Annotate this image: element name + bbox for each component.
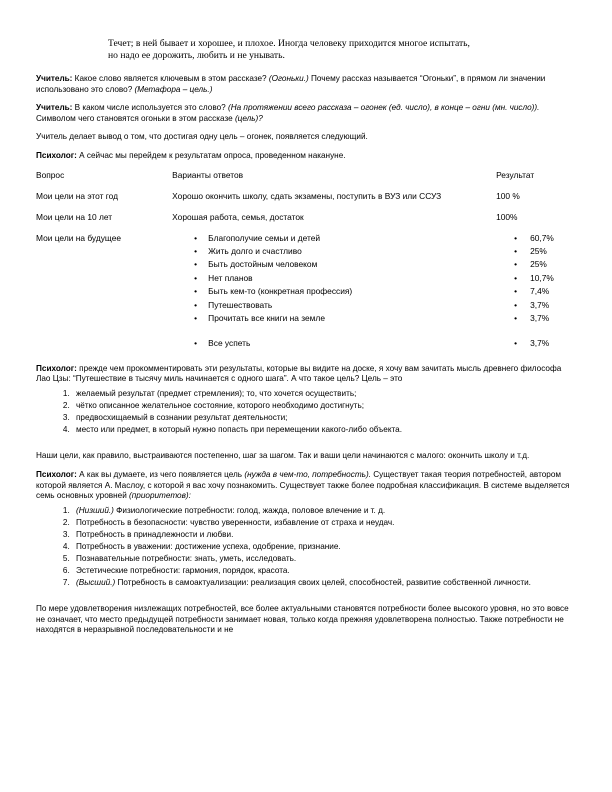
speaker-label: Учитель: bbox=[36, 103, 73, 113]
question-cell: Мои цели на будущее bbox=[36, 232, 122, 243]
answer-cell: Хорошая работа, семья, достаток bbox=[172, 211, 304, 222]
goal-definitions-list bbox=[36, 389, 576, 436]
text: А как вы думаете, из чего появляется цель bbox=[76, 470, 245, 480]
result-list-cell bbox=[496, 233, 576, 362]
list-item: • Путешествовать bbox=[208, 300, 496, 313]
header-question: Вопрос bbox=[36, 169, 65, 180]
paragraph-teacher-1 bbox=[36, 74, 576, 95]
list-item: • 25% bbox=[530, 246, 576, 259]
list-item: 2. чётко описанное желательное состояние, которого необходимо достигнуть; bbox=[72, 401, 576, 412]
answer-list bbox=[172, 233, 496, 352]
list-item: • Все успеть bbox=[208, 338, 496, 351]
speaker-label: Психолог: bbox=[36, 363, 77, 373]
document-page bbox=[36, 38, 576, 644]
text: Потребность в самоактуализации: реализация своих целей, способностей, развитие собственной личности. bbox=[115, 577, 531, 587]
question-cell: Мои цели на этот год bbox=[36, 190, 119, 201]
intro-line-1: Течет; в ней бывает и хорошее, и плохое. Иногда человеку приходится многое испытать, bbox=[108, 38, 470, 49]
result-cell: 100 % bbox=[496, 190, 520, 201]
paragraph-psychologist-2 bbox=[36, 364, 576, 385]
text: Потребность в принадлежности и любви. bbox=[76, 529, 234, 539]
list-item: • Прочитать все книги на земле bbox=[208, 313, 496, 326]
paragraph-final: По мере удовлетворения низлежащих потребностей, все более актуальными становятся потребности более высокого уровня, но это вовсе не означает, что место предыдущей потребности занимает новая, только когда прежняя удовлетворена полностью. Также потребности не находятся в неразрывной последовательности и не bbox=[36, 604, 569, 635]
list-item: • Благополучие семьи и детей bbox=[208, 233, 496, 246]
list-item bbox=[72, 518, 576, 529]
list-item bbox=[72, 506, 576, 517]
header-result: Результат bbox=[496, 169, 535, 180]
text: Потребность в безопасности: чувство уверенности, избавление от страха и неудач. bbox=[76, 517, 395, 527]
text: Какое слово является ключевым в этом рассказе? bbox=[72, 74, 269, 83]
list-item bbox=[72, 530, 576, 541]
text: Эстетические потребности: гармония, порядок, красота. bbox=[76, 565, 290, 575]
paragraph-psychologist-1 bbox=[36, 151, 576, 162]
text: Познавательные потребности: знать, уметь, исследовать. bbox=[76, 553, 297, 563]
speaker-label: Учитель: bbox=[36, 74, 73, 83]
result-cell: 100% bbox=[496, 211, 518, 222]
answer-cell: Хорошо окончить школу, сдать экзамены, поступить в ВУЗ или ССУЗ bbox=[172, 190, 442, 201]
list-item: • 7,4% bbox=[530, 286, 576, 299]
maslow-needs-list bbox=[36, 506, 576, 589]
list-item: • Нет планов bbox=[208, 273, 496, 286]
table-row bbox=[36, 233, 576, 362]
text: прежде чем прокомментировать эти результаты, которые вы видите на доске, я хочу вам зачитать мысль древнего философа Лао Цзы: “Путешествие в тысячу миль начинается с одного шага”. А что такое цель? Цель – это bbox=[36, 363, 562, 384]
list-item: • 25% bbox=[530, 259, 576, 272]
list-item: 4. место или предмет, в который нужно попасть при перемещении какого-либо объекта. bbox=[72, 425, 576, 436]
table-row bbox=[36, 191, 576, 212]
intro-text bbox=[108, 38, 568, 62]
italic-text: (Огоньки.) bbox=[268, 74, 309, 83]
list-item: • Быть достойным человеком bbox=[208, 259, 496, 272]
text: Существует такая теория потребностей, автором которой является А. Маслоу, с которой я вас хочу познакомить. Существует также более подробная классификация. В системе выделяется семь основных уровней bbox=[36, 470, 570, 501]
table-row bbox=[36, 212, 576, 233]
italic-text: (На протяжении всего рассказа – огонек (ед. число), в конце – огни (мн. число)). bbox=[227, 103, 540, 113]
list-item bbox=[72, 554, 576, 565]
list-item: • Быть кем-то (конкретная профессия) bbox=[208, 286, 496, 299]
list-item: • 3,7% bbox=[530, 313, 576, 326]
list-item: • 10,7% bbox=[530, 273, 576, 286]
text: Почему рассказ называется “Огоньки”, в прямом ли значении использовано это слово? bbox=[36, 74, 546, 94]
speaker-label: Психолог: bbox=[36, 470, 77, 480]
text: А сейчас мы перейдем к результатам опроса, проведенном накануне. bbox=[76, 150, 346, 160]
intro-line-2: но надо ее дорожить, любить и не унывать. bbox=[108, 50, 285, 61]
list-item bbox=[72, 542, 576, 553]
italic-text: (приоритетов): bbox=[129, 491, 191, 501]
list-item: • Жить долго и счастливо bbox=[208, 246, 496, 259]
list-item: • 60,7% bbox=[530, 233, 576, 246]
italic-text: (Низший.) bbox=[76, 505, 114, 515]
paragraph-conclusion: Учитель делает вывод о том, что достигая одну цель – огонек, появляется следующий. bbox=[36, 132, 368, 142]
text: В каком числе используется это слово? bbox=[72, 103, 228, 113]
text: Физиологические потребности: голод, жажда, половое влечение и т. д. bbox=[113, 505, 386, 515]
question-cell: Мои цели на 10 лет bbox=[36, 211, 113, 222]
list-item: • 3,7% bbox=[530, 338, 576, 351]
text: Потребность в уважении: достижение успеха, одобрение, признание. bbox=[76, 541, 341, 551]
speaker-label: Психолог: bbox=[36, 150, 77, 160]
italic-text: (Метафора – цель.) bbox=[134, 84, 213, 94]
list-item: 1. желаемый результат (предмет стремления); то, что хочется осуществить; bbox=[72, 389, 576, 400]
paragraph-psychologist-3 bbox=[36, 470, 576, 502]
table-header-row bbox=[36, 170, 576, 191]
answer-list-cell bbox=[172, 233, 496, 362]
list-item: 3. предвосхищаемый в сознании результат деятельности; bbox=[72, 413, 576, 424]
survey-results-table bbox=[36, 170, 576, 362]
list-item bbox=[72, 566, 576, 577]
result-list bbox=[496, 233, 576, 352]
italic-text: (Высший.) bbox=[76, 577, 116, 587]
list-item: • 3,7% bbox=[530, 300, 576, 313]
header-answers: Варианты ответов bbox=[172, 169, 244, 180]
paragraph-teacher-2 bbox=[36, 103, 576, 124]
text: Символом чего становятся огоньки в этом рассказе bbox=[36, 113, 235, 123]
italic-text: (нужда в чем-то, потребность). bbox=[244, 470, 371, 480]
paragraph-goals: Наши цели, как правило, выстраиваются постепенно, шаг за шагом. Так и ваши цели начинаются с малого: окончить школу и т.д. bbox=[36, 451, 530, 461]
italic-text: (цель)? bbox=[234, 113, 263, 123]
list-item bbox=[72, 578, 576, 589]
